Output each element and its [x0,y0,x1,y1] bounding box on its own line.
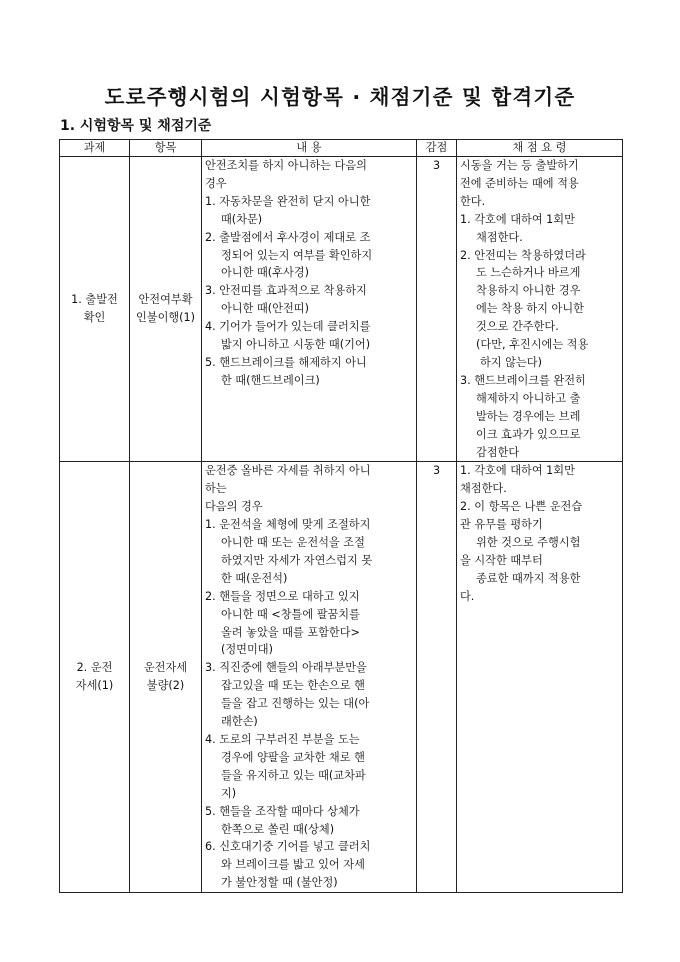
content-line: 2. 출발점에서 후사경이 제대로 조 [205,230,371,244]
criteria-table [59,139,623,893]
section-title: 1. 시험항목 및 채점기준 [60,118,212,134]
guide-line: 한다. [460,194,486,208]
guide-line: 에는 착용 하지 아니한 [476,302,584,316]
content-line: 한 때(운전석) [221,571,288,585]
content-line: 운전중 올바른 자세를 취하지 아니 [205,464,371,478]
content-line: (정면미대) [221,643,273,657]
content-line: 경우 [205,176,227,190]
guide-line: 3. 핸드브레이크를 완전히 [460,373,586,387]
item-text: 안전여부확 [138,293,193,307]
content-line: 2. 핸들을 정면으로 대하고 있지 [205,589,360,603]
task-text: 자세(1) [75,679,114,693]
header-content: 내 용 [202,140,417,157]
content-line: 아니한 때(안전띠) [221,302,309,316]
task-text: 확인 [83,311,106,325]
content-line: 래한손) [221,715,258,729]
guide-line: 이크 효과가 있으므로 [476,427,581,441]
guide-line: 시동을 거는 등 출발하기 [460,159,579,172]
content-line: 들을 유지하고 있는 때(교차파 [221,768,366,782]
guide-line: 위한 것으로 주행시험 [476,536,581,550]
content-line: 가 불안정할 때 (불안정) [221,876,338,890]
guide-line: 하지 않는다) [480,355,542,369]
content-line: 때(차문) [221,212,263,226]
deduction-cell: 3 [417,462,457,893]
guide-line: 채점한다. [460,482,507,496]
guide-line: 1. 각호에 대하여 1회만 [460,464,575,478]
content-line: 올려 놓았을 때를 포함한다> [221,625,360,639]
content-line: 5. 핸들을 조작할 때마다 상체가 [205,804,360,818]
guide-line: 2. 이 항목은 나쁜 운전습 [460,500,583,514]
guide-line: 착용하지 아니한 경우 [476,284,581,298]
content-cell [202,462,417,893]
guide-line: 발하는 경우에는 브레 [476,409,581,423]
table-row [60,462,623,893]
content-line: 들을 잡고 진행하는 있는 대(아 [221,697,370,711]
guide-line: 2. 안전띠는 착용하였더라 [460,248,586,262]
table-header-row [60,140,623,157]
content-line: 3. 직진중에 핸들의 아래부분만을 [205,661,367,675]
guide-line: 해제하지 아니하고 출 [476,391,581,405]
content-line: 안전조치를 하지 아니하는 다음의 [205,159,367,172]
guide-line: 도 느슨하거나 바르게 [476,266,581,280]
content-line: 다음의 경우 [205,500,263,514]
content-line: 1. 자동차문을 완전히 닫지 아니한 [205,194,371,208]
task-text: 2. 운전 [76,661,113,675]
content-line: 3. 안전띠를 효과적으로 착용하지 [205,284,367,298]
guide-line: 종료한 때까지 적용한 [476,571,581,585]
header-item: 항목 [130,140,202,157]
guide-line: 을 시작한 때부터 [460,553,543,567]
item-text: 인불이행(1) [135,311,196,325]
content-line: 아니한 때 또는 운전석을 조절 [221,536,365,550]
content-line: 6. 신호대기중 기어를 넣고 클러치 [205,840,371,854]
content-line: 정되어 있는지 여부를 확인하지 [221,248,373,262]
task-cell [60,157,130,462]
table-row [60,157,623,462]
content-line: 지) [221,786,237,800]
page-title: 도로주행시험의 시험항목 · 채점기준 및 합격기준 [104,85,576,109]
task-text: 1. 출발전 [71,293,118,307]
task-cell [60,462,130,893]
guide-line: 전에 준비하는 때에 적용 [460,176,579,190]
content-line: 와 브레이크를 밟고 있어 자세 [221,858,365,872]
header-deduction: 감점 [417,140,457,157]
header-task: 과제 [60,140,130,157]
scoring-guide-cell [457,157,623,462]
guide-line: 관 유무를 평하기 [460,518,543,532]
content-line: 한쪽으로 쏠린 때(상체) [221,822,335,836]
item-text: 불량(2) [146,679,185,693]
content-line: 아니한 때(후사경) [221,266,309,280]
content-cell [202,157,417,462]
content-line: 4. 기어가 들어가 있는데 클러치를 [205,320,371,334]
guide-line: 감점한다 [476,445,520,459]
content-line: 4. 도로의 구부러진 부분을 도는 [205,733,360,746]
content-line: 잡고있을 때 또는 한손으로 핸 [221,679,365,693]
content-line: 하는 [205,482,227,496]
content-line: 하였지만 자세가 자연스럽지 못 [221,553,373,567]
guide-line: 1. 각호에 대하여 1회만 [460,212,575,226]
content-line: 경우에 양팔을 교차한 채로 핸 [221,750,365,764]
item-text: 운전자세 [143,661,188,675]
content-line: 한 때(핸드브레이크) [221,373,320,387]
scoring-guide-cell [457,462,623,893]
guide-line: (다만, 후진시에는 적용 [476,338,589,352]
content-line: 밟지 아니하고 시동한 때(기어) [221,338,371,352]
header-scoring-guide: 채 점 요 령 [457,140,623,157]
guide-line: 것으로 간주한다. [476,320,559,334]
content-line: 아니한 때 <창틀에 팔꿈치를 [221,607,360,621]
content-line: 1. 운전석을 체형에 맞게 조절하지 [205,518,371,532]
guide-line: 채점한다. [476,230,523,244]
item-cell [130,157,202,462]
content-line: 5. 핸드브레이크를 해제하지 아니 [205,355,367,369]
deduction-cell: 3 [417,157,457,462]
item-cell [130,462,202,893]
guide-line: 다. [460,589,475,603]
